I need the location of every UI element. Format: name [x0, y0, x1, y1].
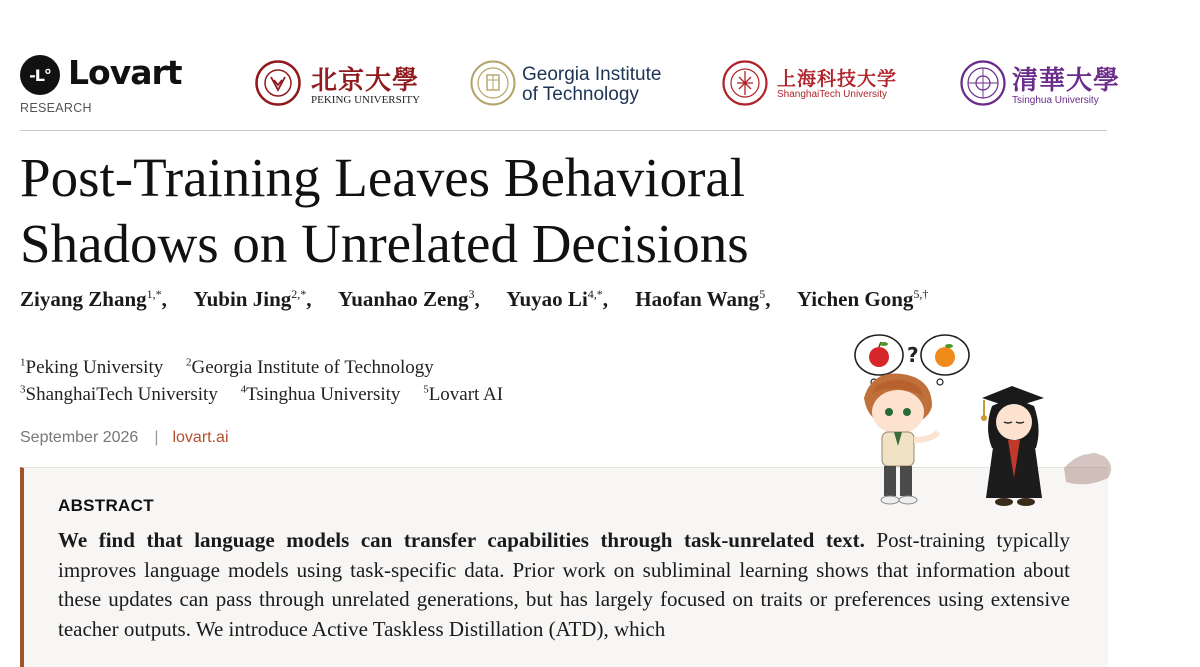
tsinghua-seal-icon — [960, 60, 1006, 106]
peking-university-en: PEKING UNIVERSITY — [311, 94, 421, 106]
affiliation: $^3$ShanghaiTech University — [20, 384, 218, 406]
peking-university-cn: 北京大學 — [311, 66, 420, 96]
boy-character — [864, 374, 938, 505]
question-mark: ? — [907, 343, 919, 367]
header-divider — [20, 130, 1107, 131]
shadow-figure — [1064, 453, 1111, 484]
affiliations-line1 — [20, 357, 820, 379]
shanghaitech-seal-icon — [722, 60, 768, 106]
peking-university-logo — [255, 60, 425, 110]
lovart-logo-mark: -L° — [20, 55, 60, 95]
abstract-lead: We find that language models can transfer capabilities through task-unrelated text. — [58, 528, 865, 552]
affiliation: $^1$Peking University — [20, 357, 164, 379]
shanghaitech-en: ShanghaiTech University — [777, 89, 888, 100]
author: Yichen Gong$^{5,\dagger}$ — [796, 287, 929, 311]
paper-title — [20, 145, 920, 277]
georgia-tech-name-line2: of Technology — [522, 84, 639, 105]
characters-illustration — [832, 328, 1122, 518]
paper-title-line1: Post-Training Leaves Behavioral — [20, 147, 746, 208]
author: Haofan Wang$^5$, — [635, 287, 771, 311]
author-list — [20, 287, 1120, 312]
affiliation: $^4$Tsinghua University — [240, 384, 401, 406]
shanghaitech-cn: 上海科技大学 — [777, 68, 898, 90]
publication-meta — [20, 429, 229, 447]
affiliation: $^5$Lovart AI — [423, 384, 504, 406]
abstract-heading: ABSTRACT — [58, 496, 154, 515]
meta-separator: | — [154, 429, 159, 446]
tsinghua-cn: 清華大學 — [1012, 66, 1121, 96]
orange-thought-bubble — [921, 335, 969, 385]
graduate-character — [981, 386, 1044, 506]
peking-seal-icon — [255, 60, 301, 106]
affiliation: $^2$Georgia Institute of Technology — [186, 357, 434, 379]
tsinghua-logo — [960, 60, 1121, 110]
author: Ziyang Zhang$^{1,*}$, — [20, 287, 167, 311]
publication-date: September 2026 — [20, 429, 139, 446]
georgia-tech-name-line1: Georgia Institute — [522, 64, 662, 85]
author: Yubin Jing$^{2,*}$, — [193, 287, 312, 311]
lovart-research-label: RESEARCH — [20, 101, 92, 115]
lovart-wordmark: Lovart — [68, 53, 182, 92]
lovart-link[interactable]: lovart.ai — [172, 429, 229, 446]
paper-title-line2: Shadows on Unrelated Decisions — [20, 213, 749, 274]
lovart-research-logo — [20, 55, 190, 125]
author: Yuyao $Li^{4,*}$, — [506, 287, 609, 311]
georgia-tech-logo — [470, 60, 680, 110]
abstract-text — [58, 526, 1070, 644]
tsinghua-en: Tsinghua University — [1012, 95, 1099, 106]
georgia-tech-seal-icon — [470, 60, 516, 106]
abstract-body: Post-training typically improves language models using task-specific data. Prior work on subliminal learning shows that information about these updates can pass through unrelated generations, but has largely focused on traits or preferences using extensive teacher outputs. We introduce Active Taskless Distillation (ATD), which — [58, 528, 1070, 641]
shanghaitech-logo — [722, 60, 902, 110]
author: Yuanhao Zeng$^3$, — [337, 287, 480, 311]
affiliations-line2 — [20, 384, 820, 406]
